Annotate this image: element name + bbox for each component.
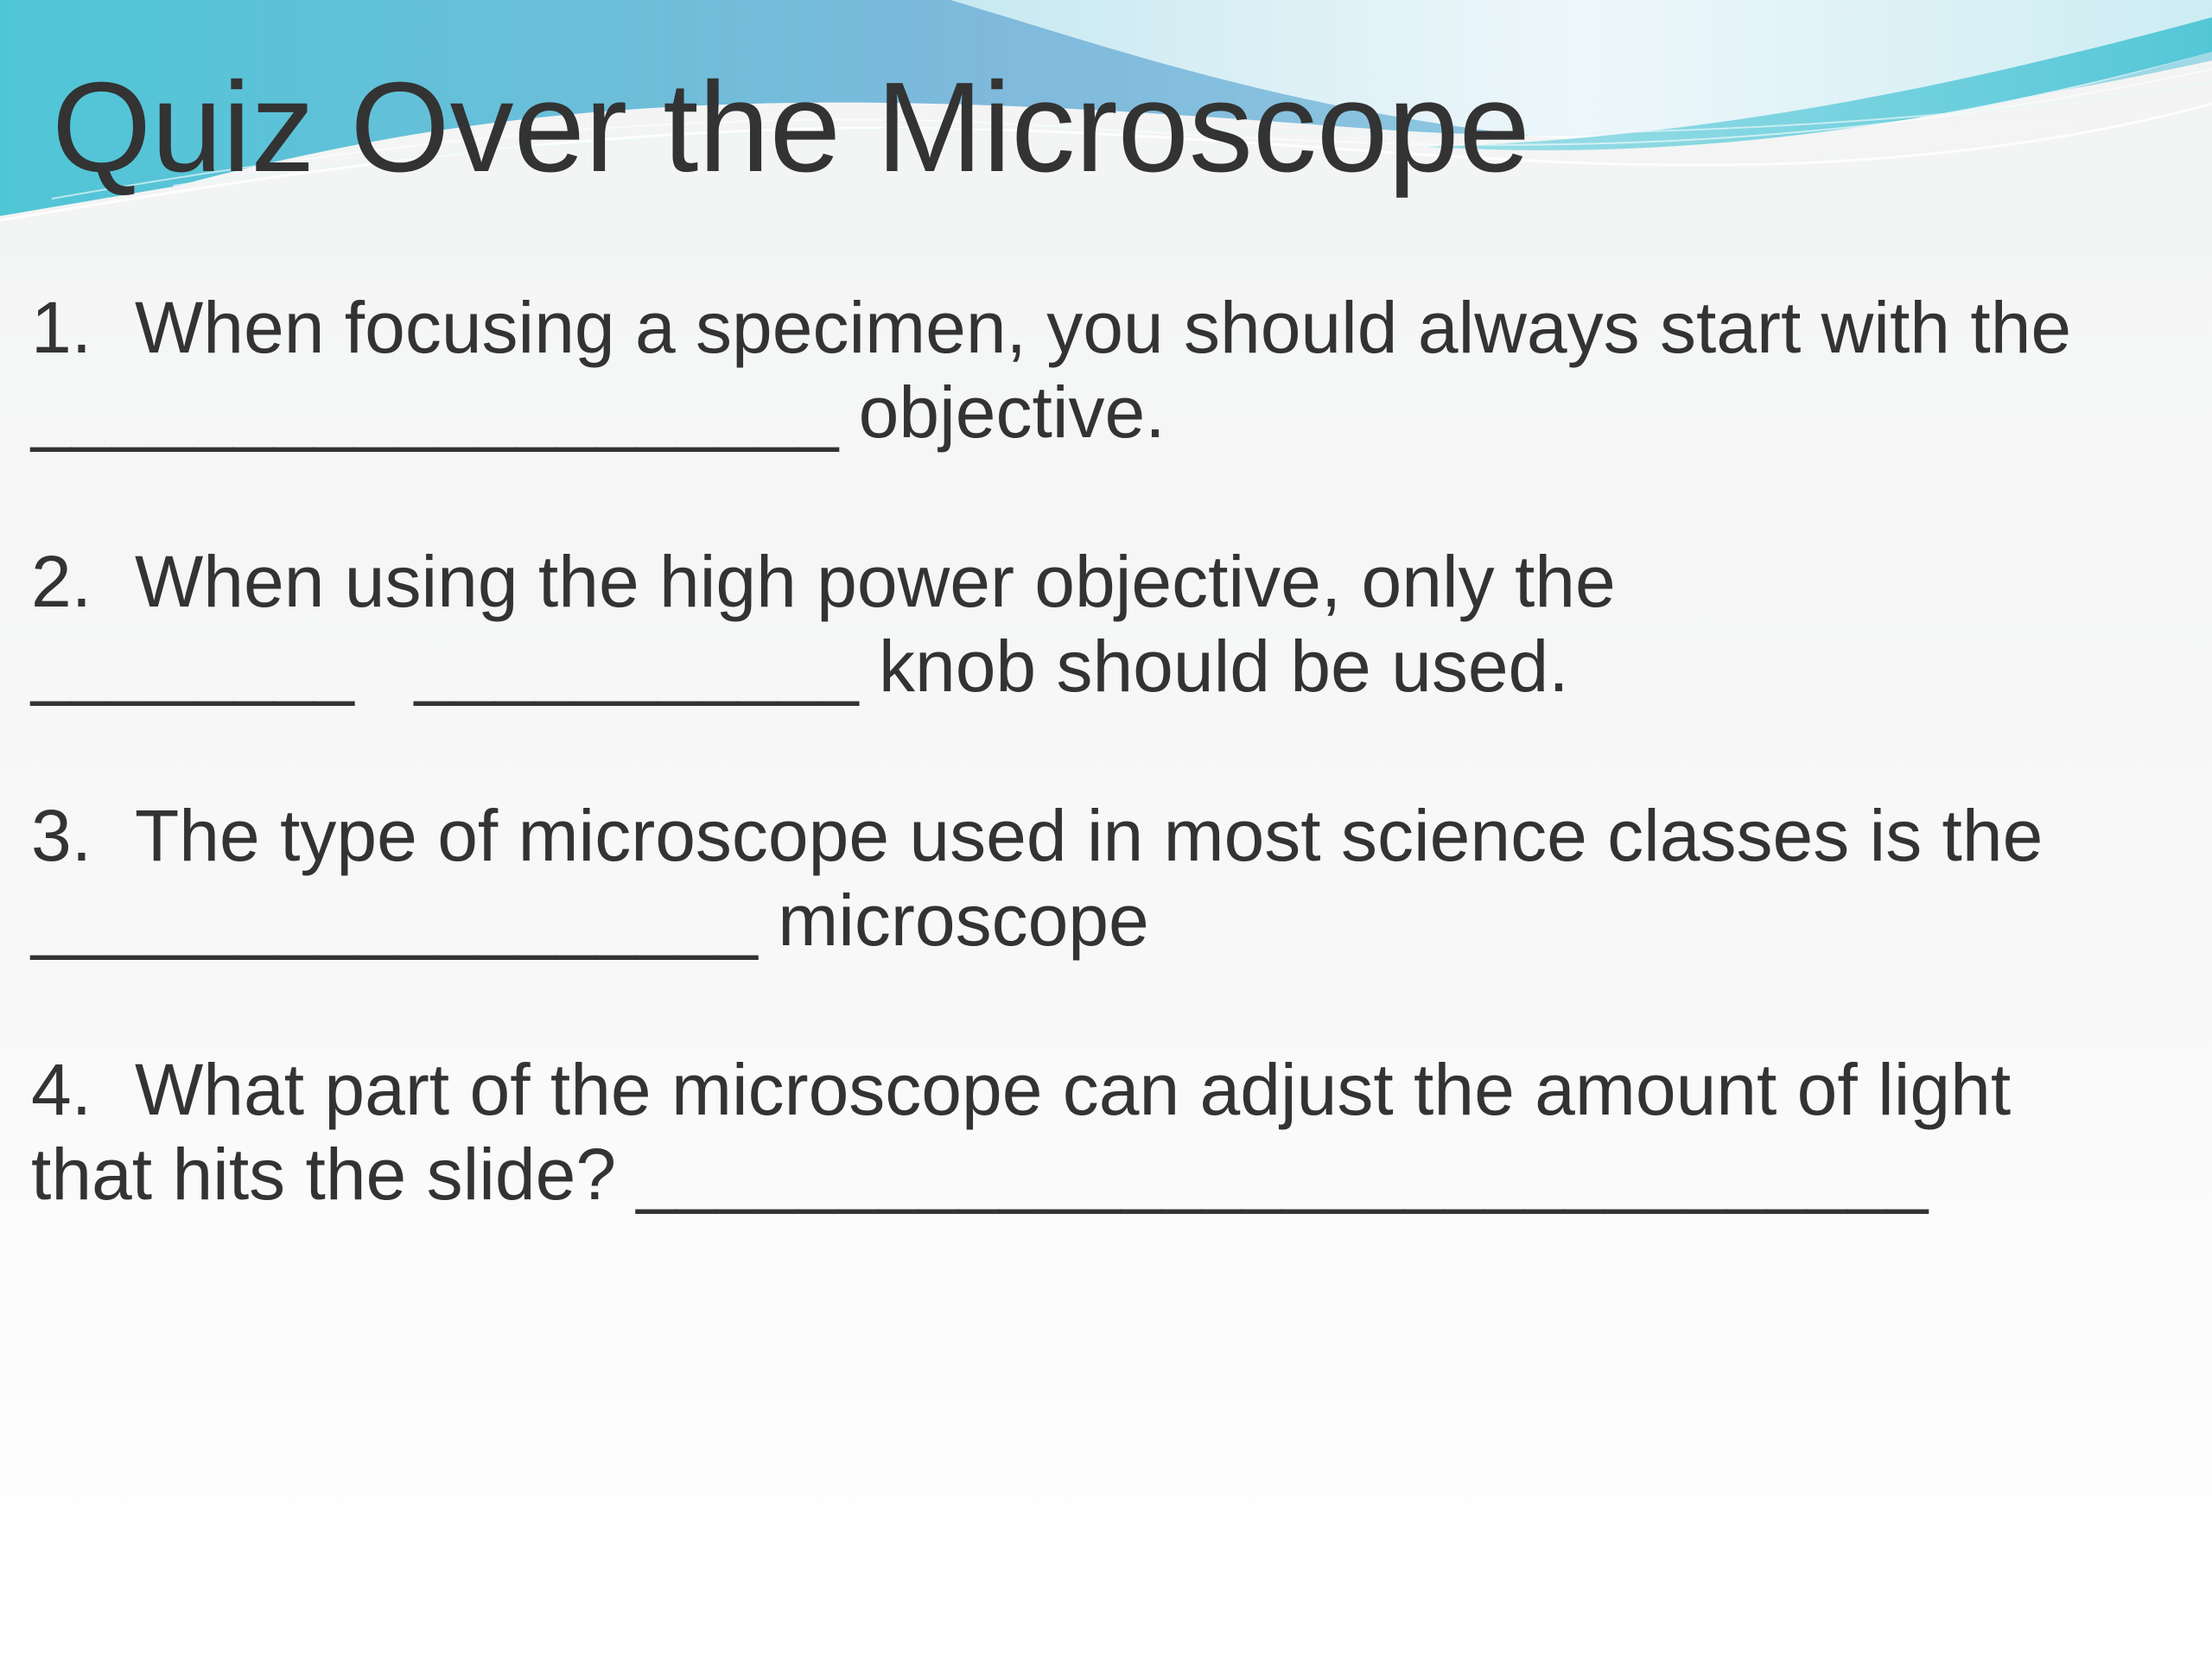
question-3-line-2 [31,878,2174,962]
question-3-answer-blank[interactable]: __________________ [31,880,758,961]
question-4 [31,1047,2174,1217]
question-2-answer-blank-2[interactable]: ___________ [414,626,859,707]
question-list [31,285,2174,1301]
question-4-number: 4. [31,1049,92,1130]
question-1-line-2 [31,370,2174,454]
question-1-text: When focusing a specimen, you should always start with the [135,287,2072,368]
slide-title: Quiz Over the Microscope [52,56,1530,199]
question-4-line-1 [31,1047,2174,1132]
question-3 [31,793,2174,962]
question-2-line-2 [31,624,2174,708]
question-1 [31,285,2174,454]
question-3-text-after-blank: microscope [757,880,1149,961]
question-1-answer-blank[interactable]: ____________________ [31,372,839,453]
question-2 [31,539,2174,708]
question-4-answer-blank[interactable]: ________________________________ [636,1134,1929,1215]
question-2-text-after-blank: knob should be used. [858,626,1569,707]
question-4-line-2 [31,1132,2174,1217]
question-1-text-after-blank: objective. [838,372,1166,453]
question-3-text: The type of microscope used in most science classes is the [135,795,2044,876]
question-1-line-1 [31,285,2174,370]
question-3-number: 3. [31,795,92,876]
question-2-blank-gap [354,626,415,707]
question-1-number: 1. [31,287,92,368]
question-4-text-before-blank: that hits the slide? [31,1134,637,1215]
question-2-number: 2. [31,541,92,622]
question-4-text: What part of the microscope can adjust the amount of light [135,1049,2012,1130]
question-2-answer-blank-1[interactable]: ________ [31,626,354,707]
question-2-text: When using the high power objective, only the [135,541,1616,622]
question-2-line-1 [31,539,2174,624]
question-3-line-1 [31,793,2174,878]
